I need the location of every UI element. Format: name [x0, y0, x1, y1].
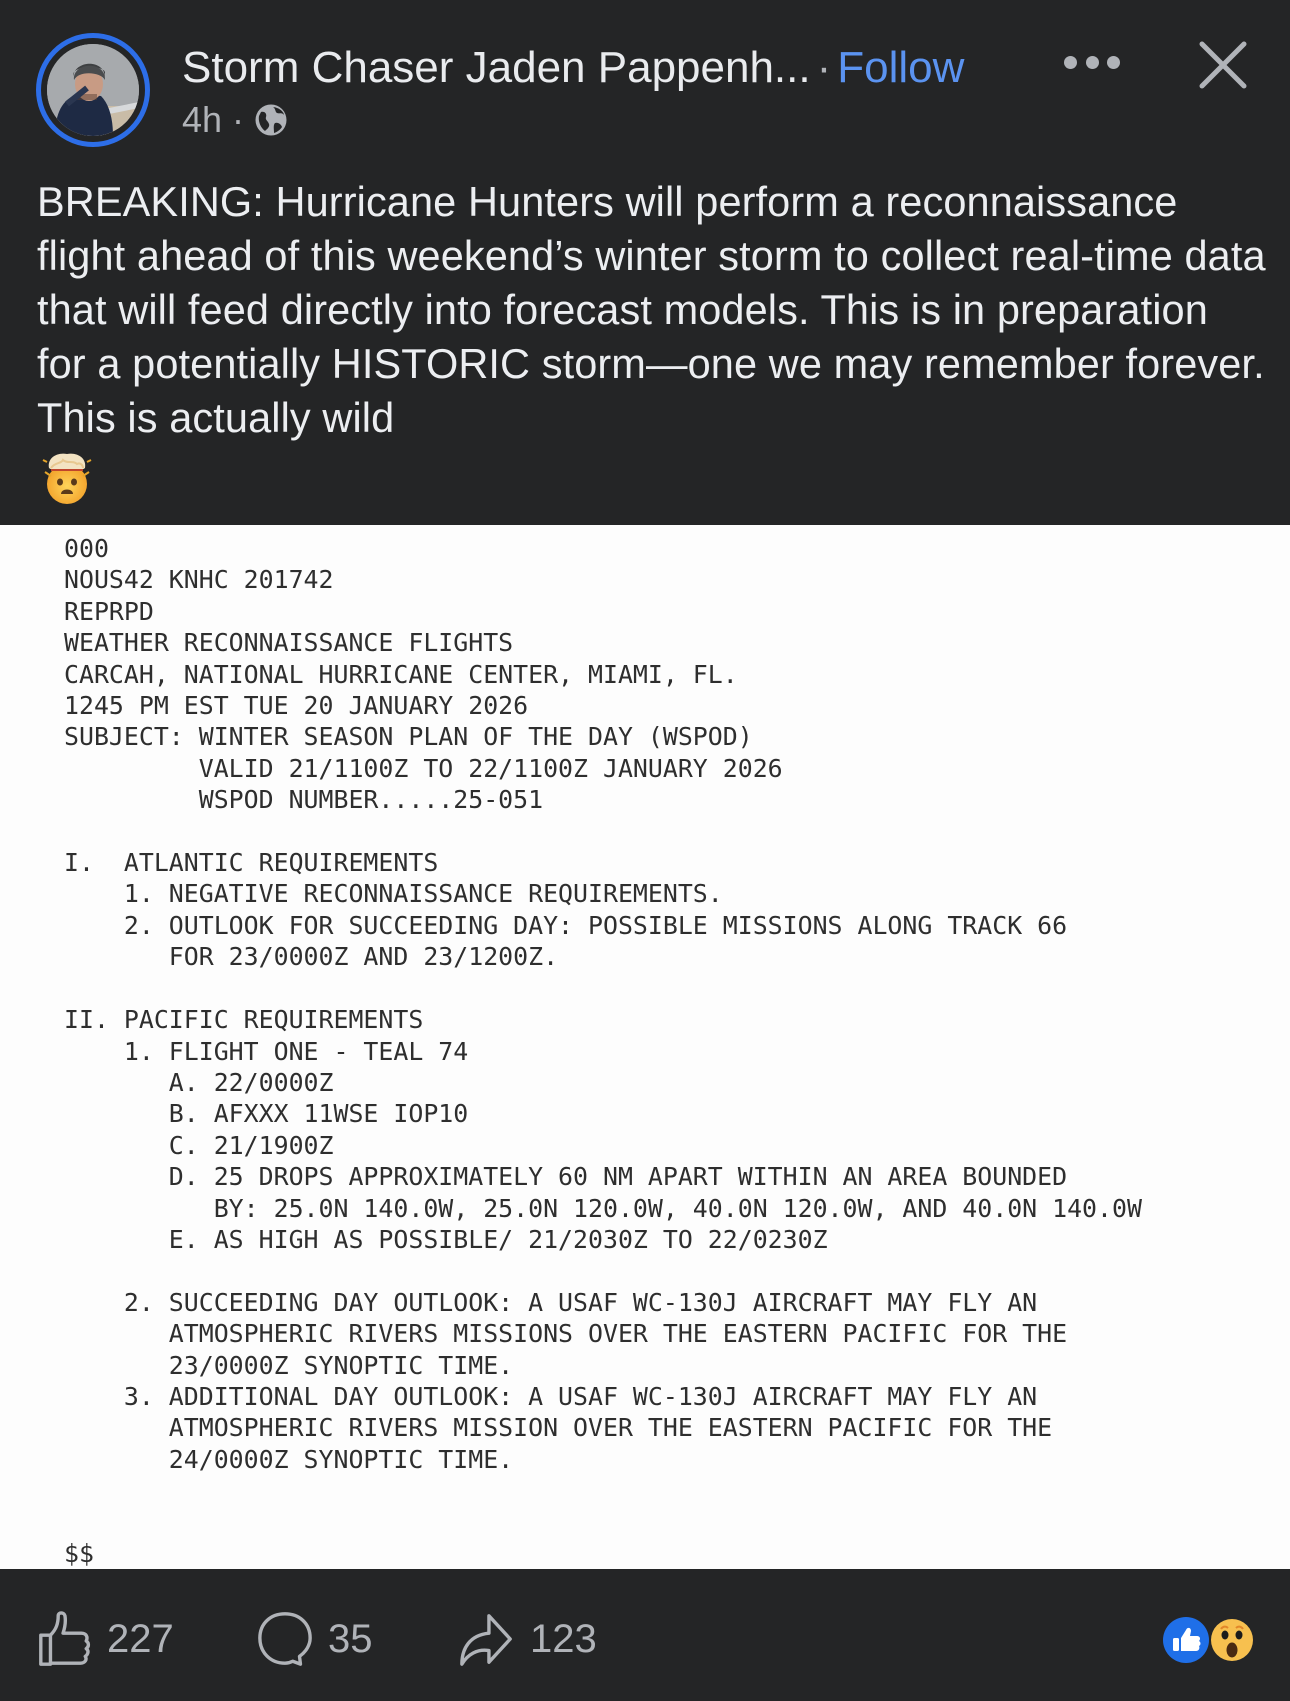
post-meta: [182, 98, 288, 142]
like-reaction-icon: [1161, 1615, 1211, 1665]
more-dot: [1064, 56, 1077, 69]
like-count: 227: [107, 1616, 174, 1661]
comment-bubble-icon: [256, 1610, 314, 1668]
comment-button[interactable]: [256, 1611, 373, 1667]
globe-icon: [254, 103, 288, 137]
follow-button[interactable]: Follow: [837, 43, 965, 92]
wow-reaction-icon: [1209, 1617, 1255, 1663]
post-timestamp[interactable]: 4h: [182, 99, 223, 140]
more-dot: [1107, 56, 1120, 69]
avatar-image: [47, 44, 139, 136]
author-name[interactable]: Storm Chaser Jaden Pappenh...: [182, 43, 811, 92]
comment-count: 35: [328, 1616, 373, 1661]
post-header: [0, 0, 1290, 170]
share-arrow-icon: [458, 1610, 516, 1668]
author-line: [182, 42, 964, 94]
author-avatar[interactable]: [36, 33, 150, 147]
recon-plan-text: 000 NOUS42 KNHC 201742 REPRPD WEATHER RECONNAISSANCE FLIGHTS CARCAH, NATIONAL HURRICANE CENTER, MIAMI, FL. 1245 PM EST TUE 20 JANUARY 2026 SUBJECT: WINTER SEASON PLAN OF THE DAY (WSPOD) VALID 21/1100Z TO 22/1100Z JANUARY 2026 WSPOD NUMBER.....25-051 I. ATLANTIC REQUIREMENTS 1. NEGATIVE RECONNAISSANCE REQUIREMENTS. 2. OUTLOOK FOR SUCCEEDING DAY: POSSIBLE MISSIONS ALONG TRACK 66 FOR 23/0000Z AND 23/1200Z. II. PACIFIC REQUIREMENTS 1. FLIGHT ONE - TEAL 74 A. 22/0000Z B. AFXXX 11WSE IOP10 C. 21/1900Z D. 25 DROPS APPROXIMATELY 60 NM APART WITHIN AN AREA BOUNDED BY: 25.0N 140.0W, 25.0N 120.0W, 40.0N 120.0W, AND 40.0N 140.0W E. AS HIGH AS POSSIBLE/ 21/2030Z TO 22/0230Z 2. SUCCEEDING DAY OUTLOOK: A USAF WC-130J AIRCRAFT MAY FLY AN ATMOSPHERIC RIVERS MISSIONS OVER THE EASTERN PACIFIC FOR THE 23/0000Z SYNOPTIC TIME. 3. ADDITIONAL DAY OUTLOOK: A USAF WC-130J AIRCRAFT MAY FLY AN ATMOSPHERIC RIVERS MISSION OVER THE EASTERN PACIFIC FOR THE 24/0000Z SYNOPTIC TIME. $$: [64, 534, 1142, 1568]
reaction-summary[interactable]: [1158, 1613, 1258, 1667]
meta-separator: ·: [232, 99, 245, 140]
like-button[interactable]: [35, 1611, 174, 1667]
more-options-icon[interactable]: [1064, 46, 1120, 78]
share-count: 123: [530, 1616, 597, 1661]
close-icon[interactable]: [1196, 38, 1250, 92]
thumbs-up-icon: [35, 1610, 93, 1668]
exploding-head-emoji: [37, 446, 97, 506]
post-actions-bar: [0, 1569, 1290, 1701]
share-button[interactable]: [458, 1611, 597, 1667]
more-dot: [1086, 56, 1099, 69]
attached-document-image[interactable]: [0, 525, 1290, 1569]
name-separator: ·: [816, 43, 832, 92]
post-caption: BREAKING: Hurricane Hunters will perform a reconnaissance flight ahead of this weekend’s winter storm to collect real-time data that will feed directly into forecast models. This is in preparation for a potentially HISTORIC storm—one we may remember forever. This is actually wild: [37, 178, 1266, 441]
